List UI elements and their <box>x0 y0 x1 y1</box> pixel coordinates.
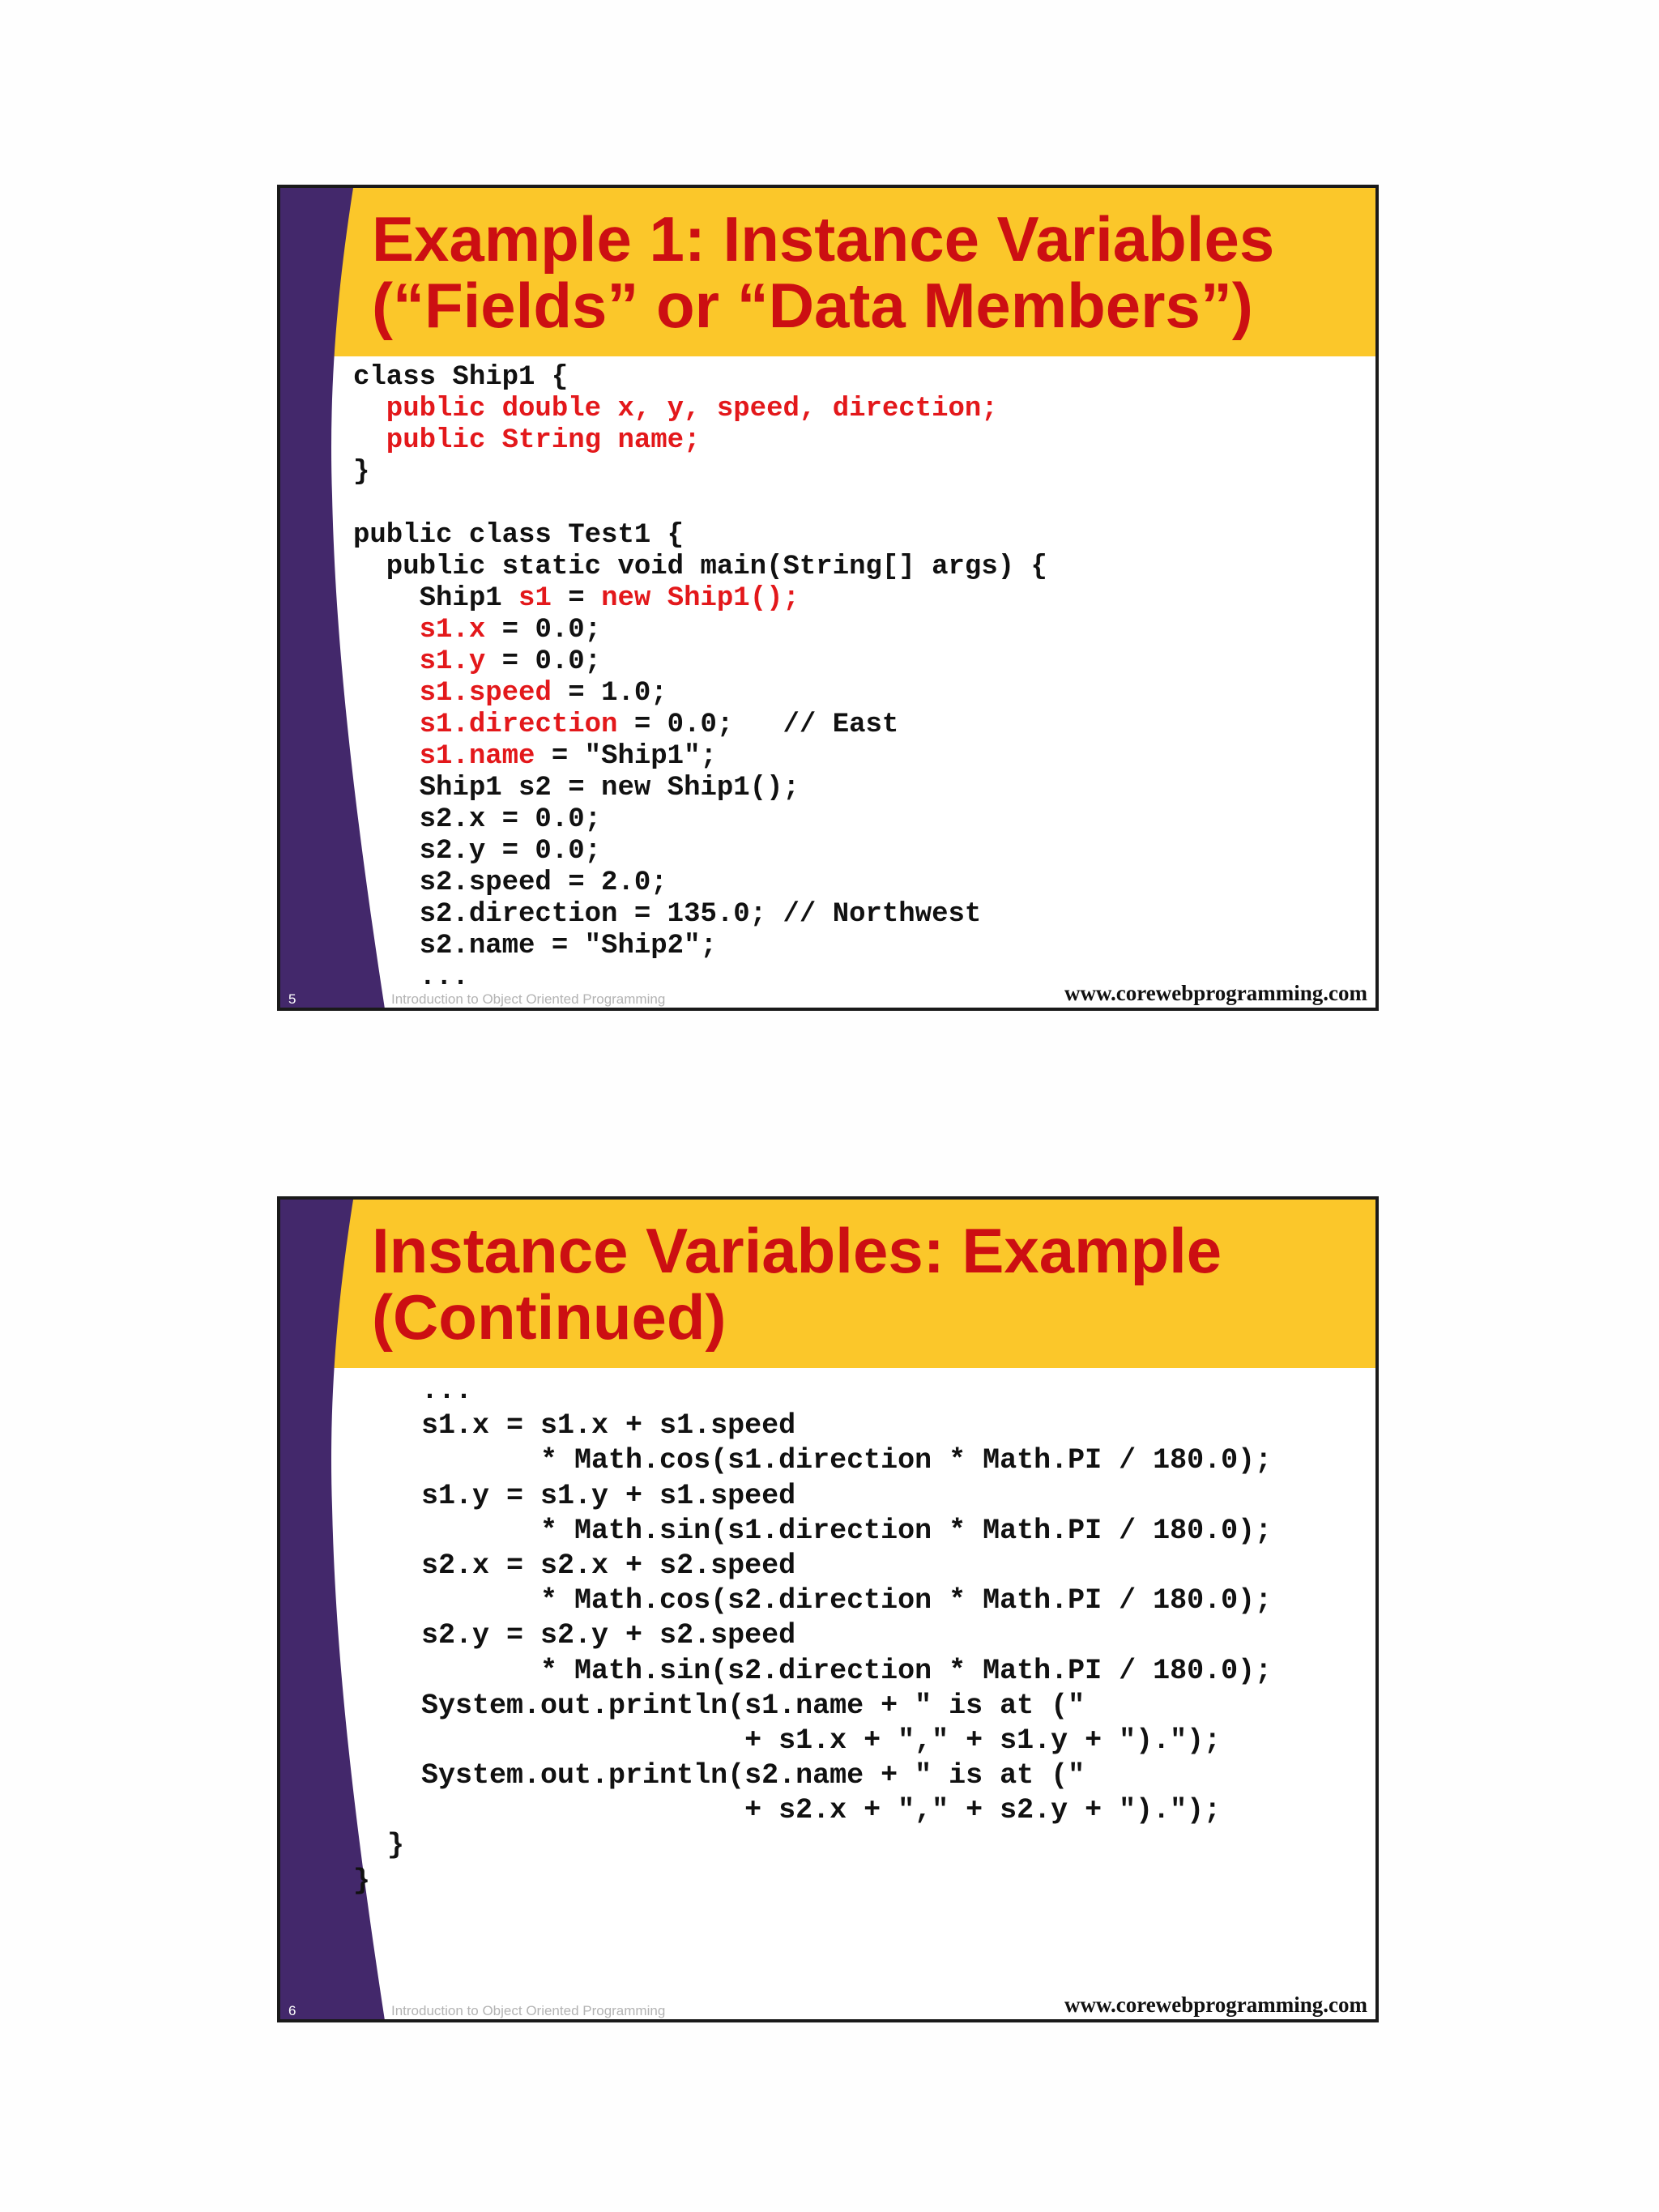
code-text: s2.name = "Ship2"; <box>353 931 717 961</box>
code-text: public class Test1 { <box>353 520 684 551</box>
code-highlight: public String name; <box>353 425 701 456</box>
footer-url: www.corewebprogramming.com <box>1064 981 1367 1005</box>
code-block <box>353 1374 1272 1899</box>
code-text: } <box>353 1829 405 1862</box>
slide-title-line: (Continued) <box>372 1281 727 1353</box>
code-line <box>353 867 1047 899</box>
code-text <box>353 678 420 709</box>
code-highlight: s1.x <box>419 615 486 646</box>
code-highlight: s1 <box>518 583 552 614</box>
code-line <box>353 1828 1272 1863</box>
code-highlight: new Ship1(); <box>601 583 800 614</box>
code-text: s2.y = 0.0; <box>353 836 602 867</box>
code-text: * Math.cos(s1.direction * Math.PI / 180.0); <box>353 1444 1273 1477</box>
code-text: Ship1 <box>353 583 519 614</box>
code-line <box>353 425 1047 457</box>
code-line <box>353 1793 1272 1828</box>
code-text: Ship1 s2 = new Ship1(); <box>353 773 800 803</box>
code-text: = <box>551 583 602 614</box>
slide-title-line: Instance Variables: Example <box>372 1215 1222 1286</box>
code-text: s2.speed = 2.0; <box>353 867 667 898</box>
code-text: } <box>353 457 370 488</box>
slide-title-line: (“Fields” or “Data Members”) <box>372 270 1253 341</box>
code-line <box>353 962 1047 994</box>
code-line <box>353 1758 1272 1793</box>
code-line <box>353 1654 1272 1689</box>
code-line <box>353 1549 1272 1583</box>
code-line <box>353 394 1047 425</box>
code-text <box>353 710 420 740</box>
code-text: } <box>353 1864 371 1897</box>
code-line <box>353 1864 1272 1899</box>
code-line <box>353 1514 1272 1549</box>
code-highlight: s1.direction <box>419 710 618 740</box>
code-text: s1.x = s1.x + s1.speed <box>353 1409 796 1443</box>
code-text: = 0.0; <box>485 646 602 677</box>
code-line <box>353 362 1047 394</box>
code-text: = 0.0; // East <box>617 710 899 740</box>
code-text <box>353 615 420 646</box>
code-line <box>353 552 1047 583</box>
slide-title <box>372 203 1360 341</box>
code-text: s2.x = s2.x + s2.speed <box>353 1549 796 1582</box>
code-line <box>353 646 1047 678</box>
code-line <box>353 488 1047 520</box>
slide-5 <box>277 185 1379 1011</box>
footer-course-title: Introduction to Object Oriented Programming <box>391 2003 666 2018</box>
code-line <box>353 1479 1272 1514</box>
slide-number: 6 <box>288 2003 296 2018</box>
code-line <box>353 457 1047 488</box>
code-text <box>353 741 420 772</box>
code-block <box>353 362 1047 994</box>
code-text: System.out.println(s1.name + " is at (" <box>353 1689 1085 1722</box>
code-text: s1.y = s1.y + s1.speed <box>353 1479 796 1512</box>
code-line <box>353 583 1047 615</box>
footer-course-title: Introduction to Object Oriented Programming <box>391 991 666 1007</box>
slide-number: 5 <box>288 991 296 1007</box>
code-line <box>353 773 1047 804</box>
code-line <box>353 1724 1272 1758</box>
code-text: ... <box>353 1375 473 1407</box>
code-text: class Ship1 { <box>353 362 569 393</box>
code-highlight: public double x, y, speed, direction; <box>353 394 998 424</box>
code-text: = "Ship1"; <box>535 741 717 772</box>
code-line <box>353 520 1047 552</box>
code-line <box>353 931 1047 962</box>
code-text: s2.y = s2.y + s2.speed <box>353 1619 796 1652</box>
slide-6 <box>277 1196 1379 2022</box>
code-line <box>353 804 1047 836</box>
code-line <box>353 1374 1272 1409</box>
code-text: * Math.sin(s2.direction * Math.PI / 180.0); <box>353 1654 1273 1687</box>
code-line <box>353 710 1047 741</box>
code-line <box>353 615 1047 646</box>
code-line <box>353 741 1047 773</box>
code-text: = 1.0; <box>551 678 667 709</box>
code-line <box>353 1443 1272 1478</box>
code-text: + s1.x + "," + s1.y + ")."); <box>353 1724 1222 1757</box>
code-text: * Math.cos(s2.direction * Math.PI / 180.0); <box>353 1584 1273 1617</box>
code-line <box>353 1583 1272 1618</box>
code-line <box>353 899 1047 931</box>
code-text <box>353 646 420 677</box>
code-text: s2.x = 0.0; <box>353 804 602 835</box>
slide-title-line: Example 1: Instance Variables <box>372 203 1275 275</box>
code-line <box>353 1618 1272 1653</box>
code-text: * Math.sin(s1.direction * Math.PI / 180.0); <box>353 1514 1273 1547</box>
code-line <box>353 836 1047 867</box>
code-text: s2.direction = 135.0; // Northwest <box>353 899 982 930</box>
footer-url: www.corewebprogramming.com <box>1064 1993 1367 2017</box>
code-text: public static void main(String[] args) { <box>353 552 1047 582</box>
code-highlight: s1.name <box>419 741 535 772</box>
code-line <box>353 1689 1272 1724</box>
code-text: ... <box>353 962 469 993</box>
slide-title <box>372 1215 1360 1353</box>
code-line <box>353 1409 1272 1443</box>
code-highlight: s1.y <box>419 646 486 677</box>
code-text: + s2.x + "," + s2.y + ")."); <box>353 1794 1222 1827</box>
code-line <box>353 678 1047 710</box>
code-text: System.out.println(s2.name + " is at (" <box>353 1759 1085 1792</box>
code-highlight: s1.speed <box>419 678 552 709</box>
code-text: = 0.0; <box>485 615 602 646</box>
